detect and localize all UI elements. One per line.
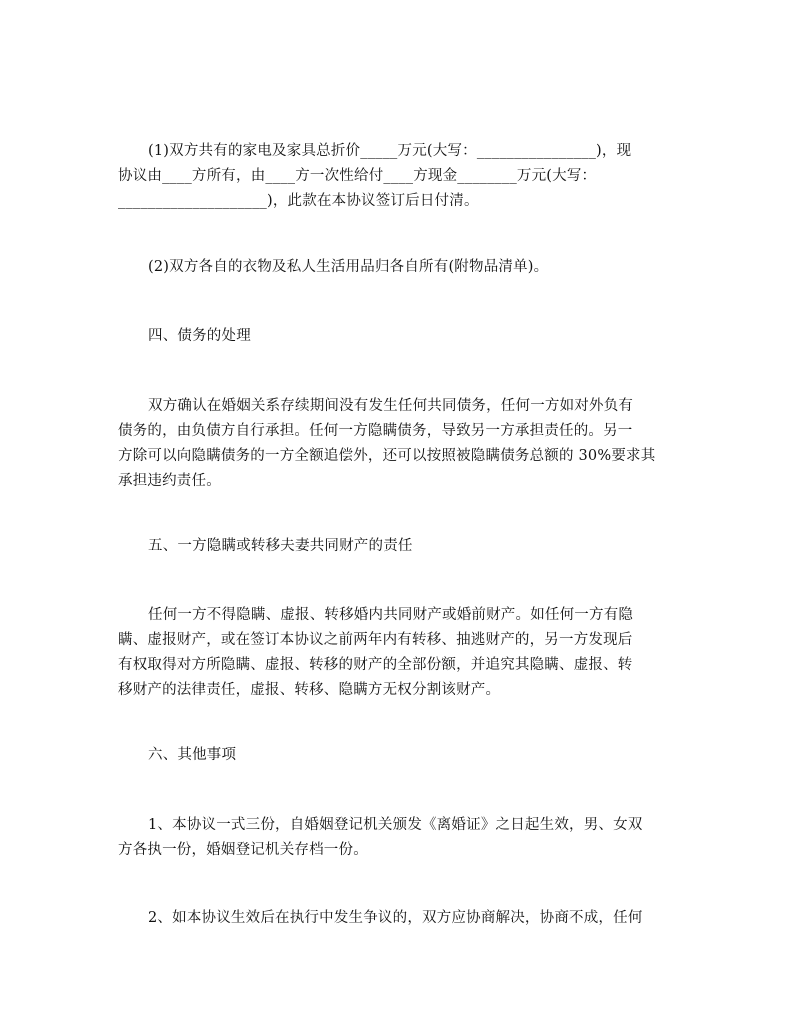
paragraph-line: 协议由____方所有，由____方一次性给付____方现金________万元(大写： xyxy=(118,168,597,184)
section-heading-text: 四、债务的处理 xyxy=(148,328,251,344)
section-heading-text: 五、一方隐瞒或转移夫妻共同财产的责任 xyxy=(148,538,413,554)
section-heading-text: 六、其他事项 xyxy=(148,747,237,763)
paragraph-line: 双方确认在婚姻关系存续期间没有发生任何共同债务，任何一方如对外负有 xyxy=(148,398,634,414)
paragraph-line: 有权取得对方所隐瞒、虚报、转移的财产的全部份额，并追究其隐瞒、虚报、转 xyxy=(118,657,633,673)
paragraph-concealment-terms xyxy=(118,603,678,703)
section-heading-concealment xyxy=(118,534,678,559)
paragraph-line: 1、本协议一式三份，自婚姻登记机关颁发《离婚证》之日起生效，男、女双 xyxy=(148,817,643,833)
section-heading-other-matters xyxy=(118,743,678,768)
paragraph-personal-belongings xyxy=(118,255,678,280)
paragraph-line: 方各执一份，婚姻登记机关存档一份。 xyxy=(118,842,368,858)
paragraph-clause-1 xyxy=(118,813,678,863)
paragraph-clause-2 xyxy=(118,906,678,931)
paragraph-line: (2)双方各自的衣物及私人生活用品归各自所有(附物品清单)。 xyxy=(148,259,549,275)
paragraph-line: 瞒、虚报财产，或在签订本协议之前两年内有转移、抽逃财产的，另一方发现后 xyxy=(118,632,633,648)
paragraph-line: 任何一方不得隐瞒、虚报、转移婚内共同财产或婚前财产。如任何一方有隐 xyxy=(148,607,634,623)
paragraph-line: 2、如本协议生效后在执行中发生争议的，双方应协商解决，协商不成，任何 xyxy=(148,910,643,926)
paragraph-line: 移财产的法律责任，虚报、转移、隐瞒方无权分割该财产。 xyxy=(118,682,501,698)
paragraph-line: ____________________)，此款在本协议签订后日付清。 xyxy=(118,193,479,209)
paragraph-line: 承担违约责任。 xyxy=(118,473,221,489)
paragraph-line: (1)双方共有的家电及家具总折价_____万元(大写：________________)，现 xyxy=(148,143,632,159)
paragraph-appliances-furniture xyxy=(118,139,678,214)
paragraph-debt-terms xyxy=(118,394,678,494)
paragraph-line: 债务的，由负债方自行承担。任何一方隐瞒债务，导致另一方承担责任的。另一 xyxy=(118,423,633,439)
paragraph-line: 方除可以向隐瞒债务的一方全额追偿外，还可以按照被隐瞒债务总额的 30%要求其 xyxy=(118,448,656,464)
section-heading-debt xyxy=(118,324,678,349)
